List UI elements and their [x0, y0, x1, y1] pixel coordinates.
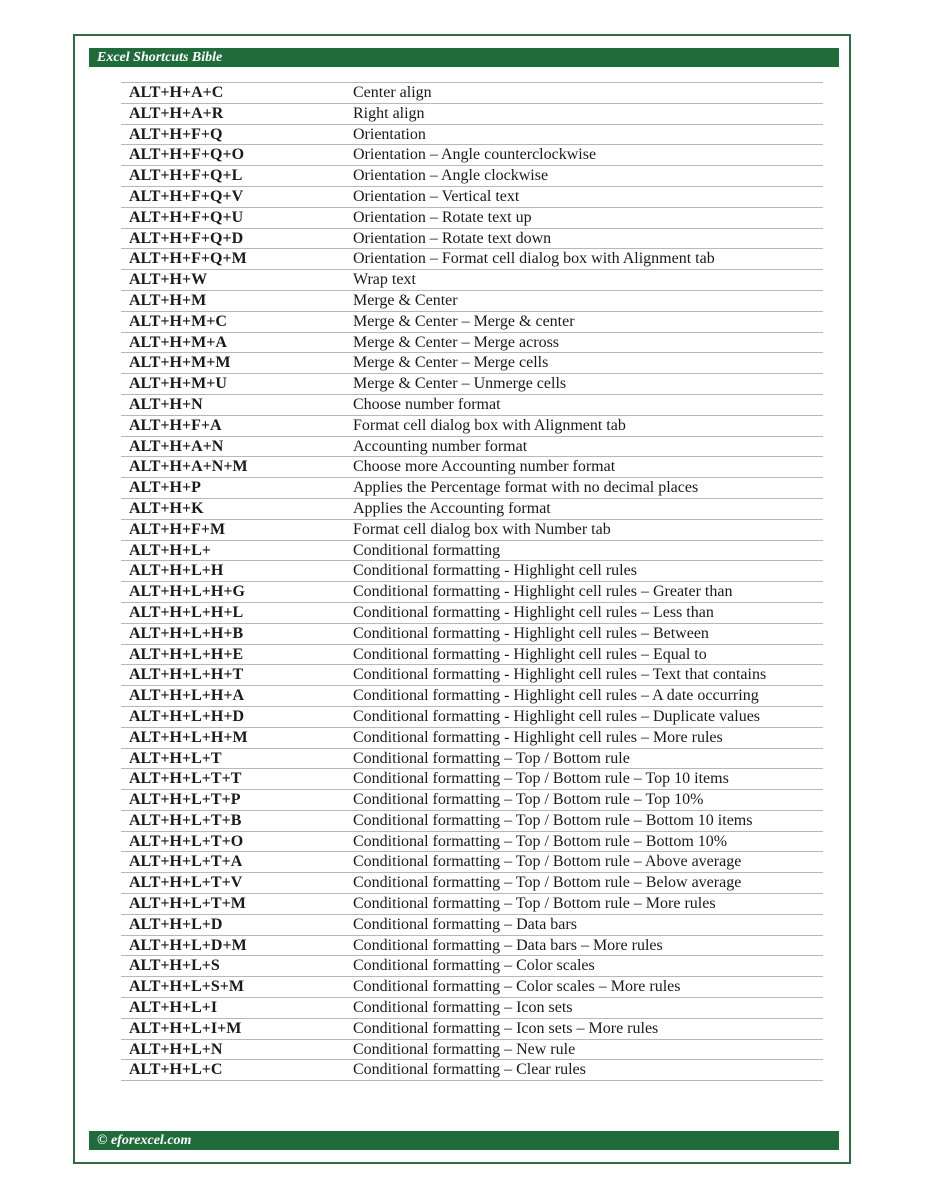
shortcut-key: ALT+H+L+T+B — [129, 811, 242, 829]
shortcut-key: ALT+H+M+A — [129, 333, 227, 351]
shortcut-key: ALT+H+L+T+M — [129, 895, 246, 913]
shortcut-description: Conditional formatting - Highlight cell rules – A date occurring — [353, 687, 759, 705]
shortcut-key: ALT+H+A+N+M — [129, 458, 248, 476]
shortcut-key: ALT+H+L+T+O — [129, 832, 244, 850]
shortcut-key: ALT+H+M+U — [129, 375, 227, 393]
shortcut-description: Orientation – Angle clockwise — [353, 167, 549, 185]
table-row — [121, 645, 823, 666]
table-row — [121, 395, 823, 416]
shortcut-key: ALT+H+L+H+L — [129, 603, 244, 621]
shortcut-description: Orientation – Rotate text down — [353, 229, 552, 247]
shortcut-description: Conditional formatting - Highlight cell rules — [353, 562, 637, 580]
shortcut-description: Wrap text — [353, 271, 416, 289]
shortcut-key: ALT+H+L+D — [129, 915, 223, 933]
table-row — [121, 291, 823, 312]
shortcut-description: Conditional formatting – Top / Bottom rule – Top 10 items — [353, 770, 729, 788]
shortcut-description: Conditional formatting – New rule — [353, 1040, 576, 1058]
table-row — [121, 686, 823, 707]
shortcut-description: Conditional formatting – Top / Bottom rule – Bottom 10 items — [353, 811, 753, 829]
shortcut-key: ALT+H+F+A — [129, 416, 222, 434]
table-row — [121, 145, 823, 166]
shortcut-key: ALT+H+L+H+B — [129, 624, 244, 642]
shortcut-description: Conditional formatting – Data bars – More rules — [353, 936, 663, 954]
shortcut-description: Conditional formatting – Icon sets – More rules — [353, 1019, 659, 1037]
shortcut-key: ALT+H+L+H+A — [129, 687, 245, 705]
shortcut-description: Merge & Center – Merge & center — [353, 312, 575, 330]
shortcut-key: ALT+H+L+H+G — [129, 583, 245, 601]
table-row — [121, 936, 823, 957]
shortcut-key: ALT+H+L+T+V — [129, 874, 243, 892]
shortcut-description: Conditional formatting - Highlight cell rules – Duplicate values — [353, 707, 761, 725]
shortcut-key: ALT+H+L+T — [129, 749, 222, 767]
shortcut-description: Format cell dialog box with Alignment tab — [353, 416, 626, 434]
shortcut-key: ALT+H+F+Q+M — [129, 250, 247, 268]
table-row — [121, 125, 823, 146]
shortcut-description: Merge & Center – Merge across — [353, 333, 560, 351]
shortcut-table — [121, 82, 823, 1081]
shortcut-key: ALT+H+F+M — [129, 520, 226, 538]
footer-bar — [89, 1131, 839, 1150]
table-row — [121, 561, 823, 582]
header-bar — [89, 48, 839, 67]
shortcut-key: ALT+H+A+C — [129, 84, 224, 101]
shortcut-description: Conditional formatting – Top / Bottom rule – Top 10% — [353, 791, 704, 809]
shortcut-description: Applies the Percentage format with no decimal places — [353, 479, 699, 497]
shortcut-description: Choose more Accounting number format — [353, 458, 616, 476]
shortcut-key: ALT+H+M+M — [129, 354, 231, 372]
shortcut-key: ALT+H+L+T+T — [129, 770, 242, 788]
shortcut-key: ALT+H+F+Q — [129, 125, 223, 143]
shortcut-description: Conditional formatting – Top / Bottom rule – More rules — [353, 895, 716, 913]
table-row — [121, 353, 823, 374]
shortcut-description: Orientation – Format cell dialog box with Alignment tab — [353, 250, 715, 268]
shortcut-description: Conditional formatting - Highlight cell rules – Greater than — [353, 583, 733, 601]
shortcut-key: ALT+H+M — [129, 291, 207, 309]
shortcut-key: ALT+H+W — [129, 271, 208, 289]
table-row — [121, 187, 823, 208]
shortcut-key: ALT+H+L+H+E — [129, 645, 244, 663]
table-row — [121, 582, 823, 603]
shortcut-key: ALT+H+P — [129, 479, 201, 497]
shortcut-description: Conditional formatting - Highlight cell rules – Less than — [353, 603, 714, 621]
shortcut-key: ALT+H+F+Q+L — [129, 167, 243, 185]
table-row — [121, 790, 823, 811]
table-row — [121, 1019, 823, 1040]
shortcut-key: ALT+H+L+H+M — [129, 728, 248, 746]
table-row — [121, 852, 823, 873]
shortcut-description: Conditional formatting – Color scales — [353, 957, 595, 975]
table-row — [121, 457, 823, 478]
shortcut-description: Conditional formatting – Top / Bottom rule – Above average — [353, 853, 742, 871]
shortcut-key: ALT+H+L+S — [129, 957, 220, 975]
shortcut-description: Conditional formatting – Top / Bottom rule – Bottom 10% — [353, 832, 728, 850]
table-row — [121, 832, 823, 853]
shortcut-description: Format cell dialog box with Number tab — [353, 520, 611, 538]
table-row — [121, 166, 823, 187]
shortcut-key: ALT+H+L+N — [129, 1040, 223, 1058]
shortcut-description: Conditional formatting – Data bars — [353, 915, 577, 933]
shortcut-description: Conditional formatting – Top / Bottom rule – Below average — [353, 874, 742, 892]
shortcut-key: ALT+H+L+I+M — [129, 1019, 242, 1037]
table-row — [121, 728, 823, 749]
table-row — [121, 416, 823, 437]
table-row — [121, 749, 823, 770]
shortcut-key: ALT+H+K — [129, 499, 204, 517]
shortcut-description: Conditional formatting – Top / Bottom rule — [353, 749, 630, 767]
table-row — [121, 624, 823, 645]
footer-copyright: © eforexcel.com — [97, 1133, 192, 1148]
shortcut-description: Conditional formatting — [353, 541, 501, 559]
shortcut-description: Orientation — [353, 125, 426, 143]
table-row — [121, 956, 823, 977]
header-title: Excel Shortcuts Bible — [97, 50, 223, 65]
table-row — [121, 1060, 823, 1081]
shortcut-key: ALT+H+M+C — [129, 312, 227, 330]
shortcut-key: ALT+H+N — [129, 395, 203, 413]
shortcut-description: Conditional formatting - Highlight cell rules – Equal to — [353, 645, 707, 663]
shortcut-key: ALT+H+F+Q+O — [129, 146, 245, 164]
shortcut-key: ALT+H+L+I — [129, 999, 218, 1017]
table-row — [121, 520, 823, 541]
shortcut-description: Conditional formatting – Color scales – More rules — [353, 978, 681, 996]
shortcut-key: ALT+H+L+ — [129, 541, 211, 559]
table-row — [121, 915, 823, 936]
table-row — [121, 333, 823, 354]
table-row — [121, 541, 823, 562]
table-row — [121, 437, 823, 458]
table-row — [121, 270, 823, 291]
shortcut-description: Orientation – Angle counterclockwise — [353, 146, 597, 164]
shortcut-description: Conditional formatting – Icon sets — [353, 999, 573, 1017]
shortcut-key: ALT+H+F+Q+V — [129, 187, 244, 205]
shortcut-key: ALT+H+L+D+M — [129, 936, 247, 954]
shortcut-description: Accounting number format — [353, 437, 528, 455]
shortcut-description: Right align — [353, 104, 425, 122]
table-row — [121, 811, 823, 832]
table-row — [121, 374, 823, 395]
shortcut-key: ALT+H+F+Q+U — [129, 208, 244, 226]
shortcut-key: ALT+H+F+Q+D — [129, 229, 244, 247]
shortcut-description: Merge & Center – Unmerge cells — [353, 375, 567, 393]
table-row — [121, 83, 823, 104]
shortcut-key: ALT+H+A+R — [129, 104, 224, 122]
shortcut-key: ALT+H+L+H — [129, 562, 224, 580]
shortcut-description: Orientation – Rotate text up — [353, 208, 532, 226]
table-row — [121, 208, 823, 229]
table-row — [121, 312, 823, 333]
table-row — [121, 229, 823, 250]
shortcut-key: ALT+H+L+T+P — [129, 791, 241, 809]
shortcut-description: Conditional formatting - Highlight cell rules – Between — [353, 624, 709, 642]
table-row — [121, 873, 823, 894]
table-row — [121, 249, 823, 270]
shortcut-key: ALT+H+L+T+A — [129, 853, 243, 871]
shortcut-description: Conditional formatting - Highlight cell rules – Text that contains — [353, 666, 767, 684]
shortcut-key: ALT+H+L+H+T — [129, 666, 244, 684]
table-row — [121, 894, 823, 915]
shortcut-description: Conditional formatting – Clear rules — [353, 1061, 586, 1079]
shortcut-key: ALT+H+L+S+M — [129, 978, 245, 996]
table-row — [121, 499, 823, 520]
shortcut-description: Choose number format — [353, 395, 501, 413]
shortcut-key: ALT+H+L+C — [129, 1061, 223, 1079]
shortcut-description: Merge & Center — [353, 291, 458, 309]
shortcut-key: ALT+H+A+N — [129, 437, 224, 455]
shortcut-description: Center align — [353, 84, 432, 101]
shortcut-description: Conditional formatting - Highlight cell rules – More rules — [353, 728, 723, 746]
shortcut-description: Merge & Center – Merge cells — [353, 354, 549, 372]
table-row — [121, 603, 823, 624]
table-row — [121, 665, 823, 686]
table-row — [121, 478, 823, 499]
shortcut-description: Orientation – Vertical text — [353, 187, 520, 205]
shortcut-description: Applies the Accounting format — [353, 499, 551, 517]
table-row — [121, 998, 823, 1019]
table-row — [121, 707, 823, 728]
table-row — [121, 977, 823, 998]
shortcut-key: ALT+H+L+H+D — [129, 707, 245, 725]
table-row — [121, 104, 823, 125]
table-row — [121, 1040, 823, 1061]
table-row — [121, 769, 823, 790]
